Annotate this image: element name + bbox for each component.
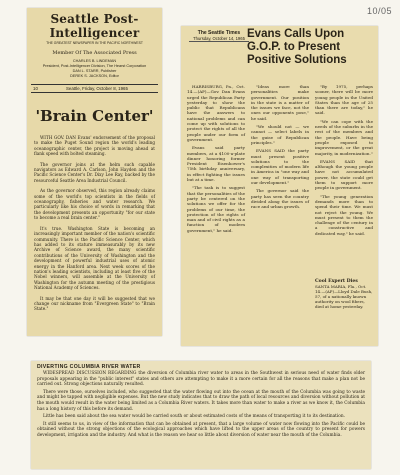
issue-date: Thursday, October 14, 1965 — [193, 36, 245, 41]
staff-line: DAN L. STARR, Publisher — [72, 69, 117, 73]
clipping-brain-center — [27, 8, 162, 336]
masthead-tagline: THE GREATEST NEWSPAPER IN THE PACIFIC NORTHWEST — [46, 41, 143, 45]
staff-line: DEREK S. JACKSON, Editor — [70, 74, 119, 78]
paragraph: Evans said party members, at a $100-a-plate dinner honoring former President Eisenhower's 75th birthday anniversary, in effect fighting the issues but at a time. — [187, 145, 245, 183]
paragraph: EVANS SAID that although the young people have not accumulated power, the state could get them to support more people in government. — [315, 158, 373, 191]
article-headline: Evans Calls Upon G.O.P. to Present Positive Solutions — [247, 28, 347, 66]
seattle-times-flag — [189, 30, 249, 42]
staff-line: CHARLES B. LINDEMAN — [72, 59, 117, 63]
paragraph: HARRISBURG, Pa., Oct. 14.—(AP)—Gov. Dan Evans urged the Republican Party yesterday to show the public that Republicans have the answers to national problems and can come up with solutions to protect the rights of all the people under our form of government. — [187, 84, 245, 142]
paragraph: EVANS SAID the party must present positive solutions to the complexities of modern life in America in "one way and one way of transporting our development." — [251, 148, 309, 186]
paragraph: There were those, ourselves included, who suggested that the water flowing out into the ocean at the mouth of the Columbia was going to waste and might be tapped with negligible expenses. But the new study indicates that to draw the path of local resources and diversion without pollution at the mouth would result in the water being limited as a Columbia River waters. It takes more than water to make a river as we know it, the Columbia has a long history of this before its demand. — [37, 389, 365, 412]
column-2 — [251, 84, 309, 213]
paragraph: WIDESPREAD DISCUSSION REGARDING the diversion of Columbia river water to areas in the Southwest in serious need of water finds older proposals appearing in the "public interest" states and others are attempting to make it a more certain for all the reasons that make a plan not be carried out. Strong objections naturally resulted. — [37, 371, 365, 388]
page-number: 10/05 — [366, 6, 392, 16]
article-headline: DIVERTING COLUMBIA RIVER WATER — [37, 364, 141, 370]
paragraph: It still seems to us, in view of the information that can be obtained at present, that a large volume of water now flowing into the Pacific could be obtained without the strong objections of the ecological approaches which have lifted to the upper areas of the country to present for powers development, irrigation and the industry. And what is the reason we hear so little about diversion of water near the mouth of the Columbia. — [37, 421, 365, 438]
paragraph: "The task is to suggest that the personalities of the party be centered on the solutions we offer for the problems of our time, the protection of the rights of man and of civil rights as a function of modern government," he said. — [187, 185, 245, 233]
paper-name: The Seattle Times — [197, 30, 241, 36]
staff-line: President, Post-Intelligencer Division, The Hearst Corporation — [42, 64, 147, 68]
staff-box — [27, 59, 162, 79]
masthead: Seattle Post-Intelligencer — [49, 12, 140, 40]
paragraph: "We should not — we cannot — select labels in the guise of Republican principles." — [251, 124, 309, 145]
paragraph: The governor joins at the helm such capable navigators as Edward A. Carlson, John Hayden and the Pacific Science Center's Dr. Dixy Lee Ray, backed by the resourceful Seattle Area Industrial Council. — [34, 161, 155, 183]
inset-text: SANTA MARIA, Fla., Oct. 14.—(AP)—Lloyd Dale Bush, 57, of a nationally known authority on wool fibers, died at home yesterday. — [315, 284, 373, 309]
paragraph: Little has been said about the sea water would be carried south or about estimated costs of the means of transporting it to its destination. — [43, 414, 345, 420]
ap-member-line: Member Of The Associated Press — [52, 50, 137, 56]
editorial-body — [27, 125, 162, 312]
paragraph: WITH GOV. DAN Evans' endorsement of the proposal to make the Puget Sound region the world's leading oceanographic center, the project is moving ahead at flank speed with bolted steaming. — [34, 135, 155, 157]
paragraph: It's true. Washington State is becoming an increasingly important member of the nation's scientific community. There is the Pacific Science Center, which has added to its stature immeasurably by its new Archive of Science award, the many scientific contributions of the University of Washington and the development of powerful industrial uses of atomic energy in the Hanford area. Next week scores of the nation's leading scientists, including at least five of the Nobel winners, will assemble at the University of Washington for the autumn meeting of the prestigious National Academy of Sciences. — [34, 225, 155, 291]
column-1 — [187, 84, 245, 236]
paragraph: It may be that one day it will be suggested that we change our nickname from "Evergreen State" to "Brain State." — [34, 295, 155, 312]
dateline — [31, 84, 158, 93]
clipping-columbia-river — [31, 361, 371, 469]
paragraph: "Ideas more than personalities make government. Our position in the state is a matter of the issues we face, not the ones our opponents pose," he said. — [251, 84, 309, 121]
obituary-inset — [315, 279, 373, 309]
paragraph: "We can cope with the needs of the suburbs in the rest of the members and the people. Have being people exposed to improvement, or the great majority, in modernization." — [315, 118, 373, 156]
paragraph: As the governor observed, this region already claims some of the world's top scientists in the fields of oceanography, fisheries and water research. We particularly like his choice of words in remarking that the development presents an opportunity "for our state to become a real brain center." — [34, 188, 155, 221]
paragraph: "The young generation demands more than to spend their time. We must not reject the young. We must present to them the challenge of the century in a constructive and dedicated way," he said. — [315, 193, 373, 236]
article-body — [37, 371, 365, 441]
column-3 — [315, 84, 373, 239]
clipping-evans-gop — [181, 26, 378, 346]
issue-date: Seattle, Friday, October 8, 1965 — [65, 86, 128, 91]
inset-title: Cool Expert Dies — [315, 279, 358, 284]
paragraph: "By 1975, perhaps sooner, there will be more young people in the United States than the age of 25 than there are today," he said. — [315, 84, 373, 116]
editorial-headline: 'Brain Center' — [35, 107, 154, 125]
paragraph: The governor said the party has seen the country divided along the issues of race and urban growth. — [251, 188, 309, 210]
page-no: 10 — [33, 86, 38, 91]
